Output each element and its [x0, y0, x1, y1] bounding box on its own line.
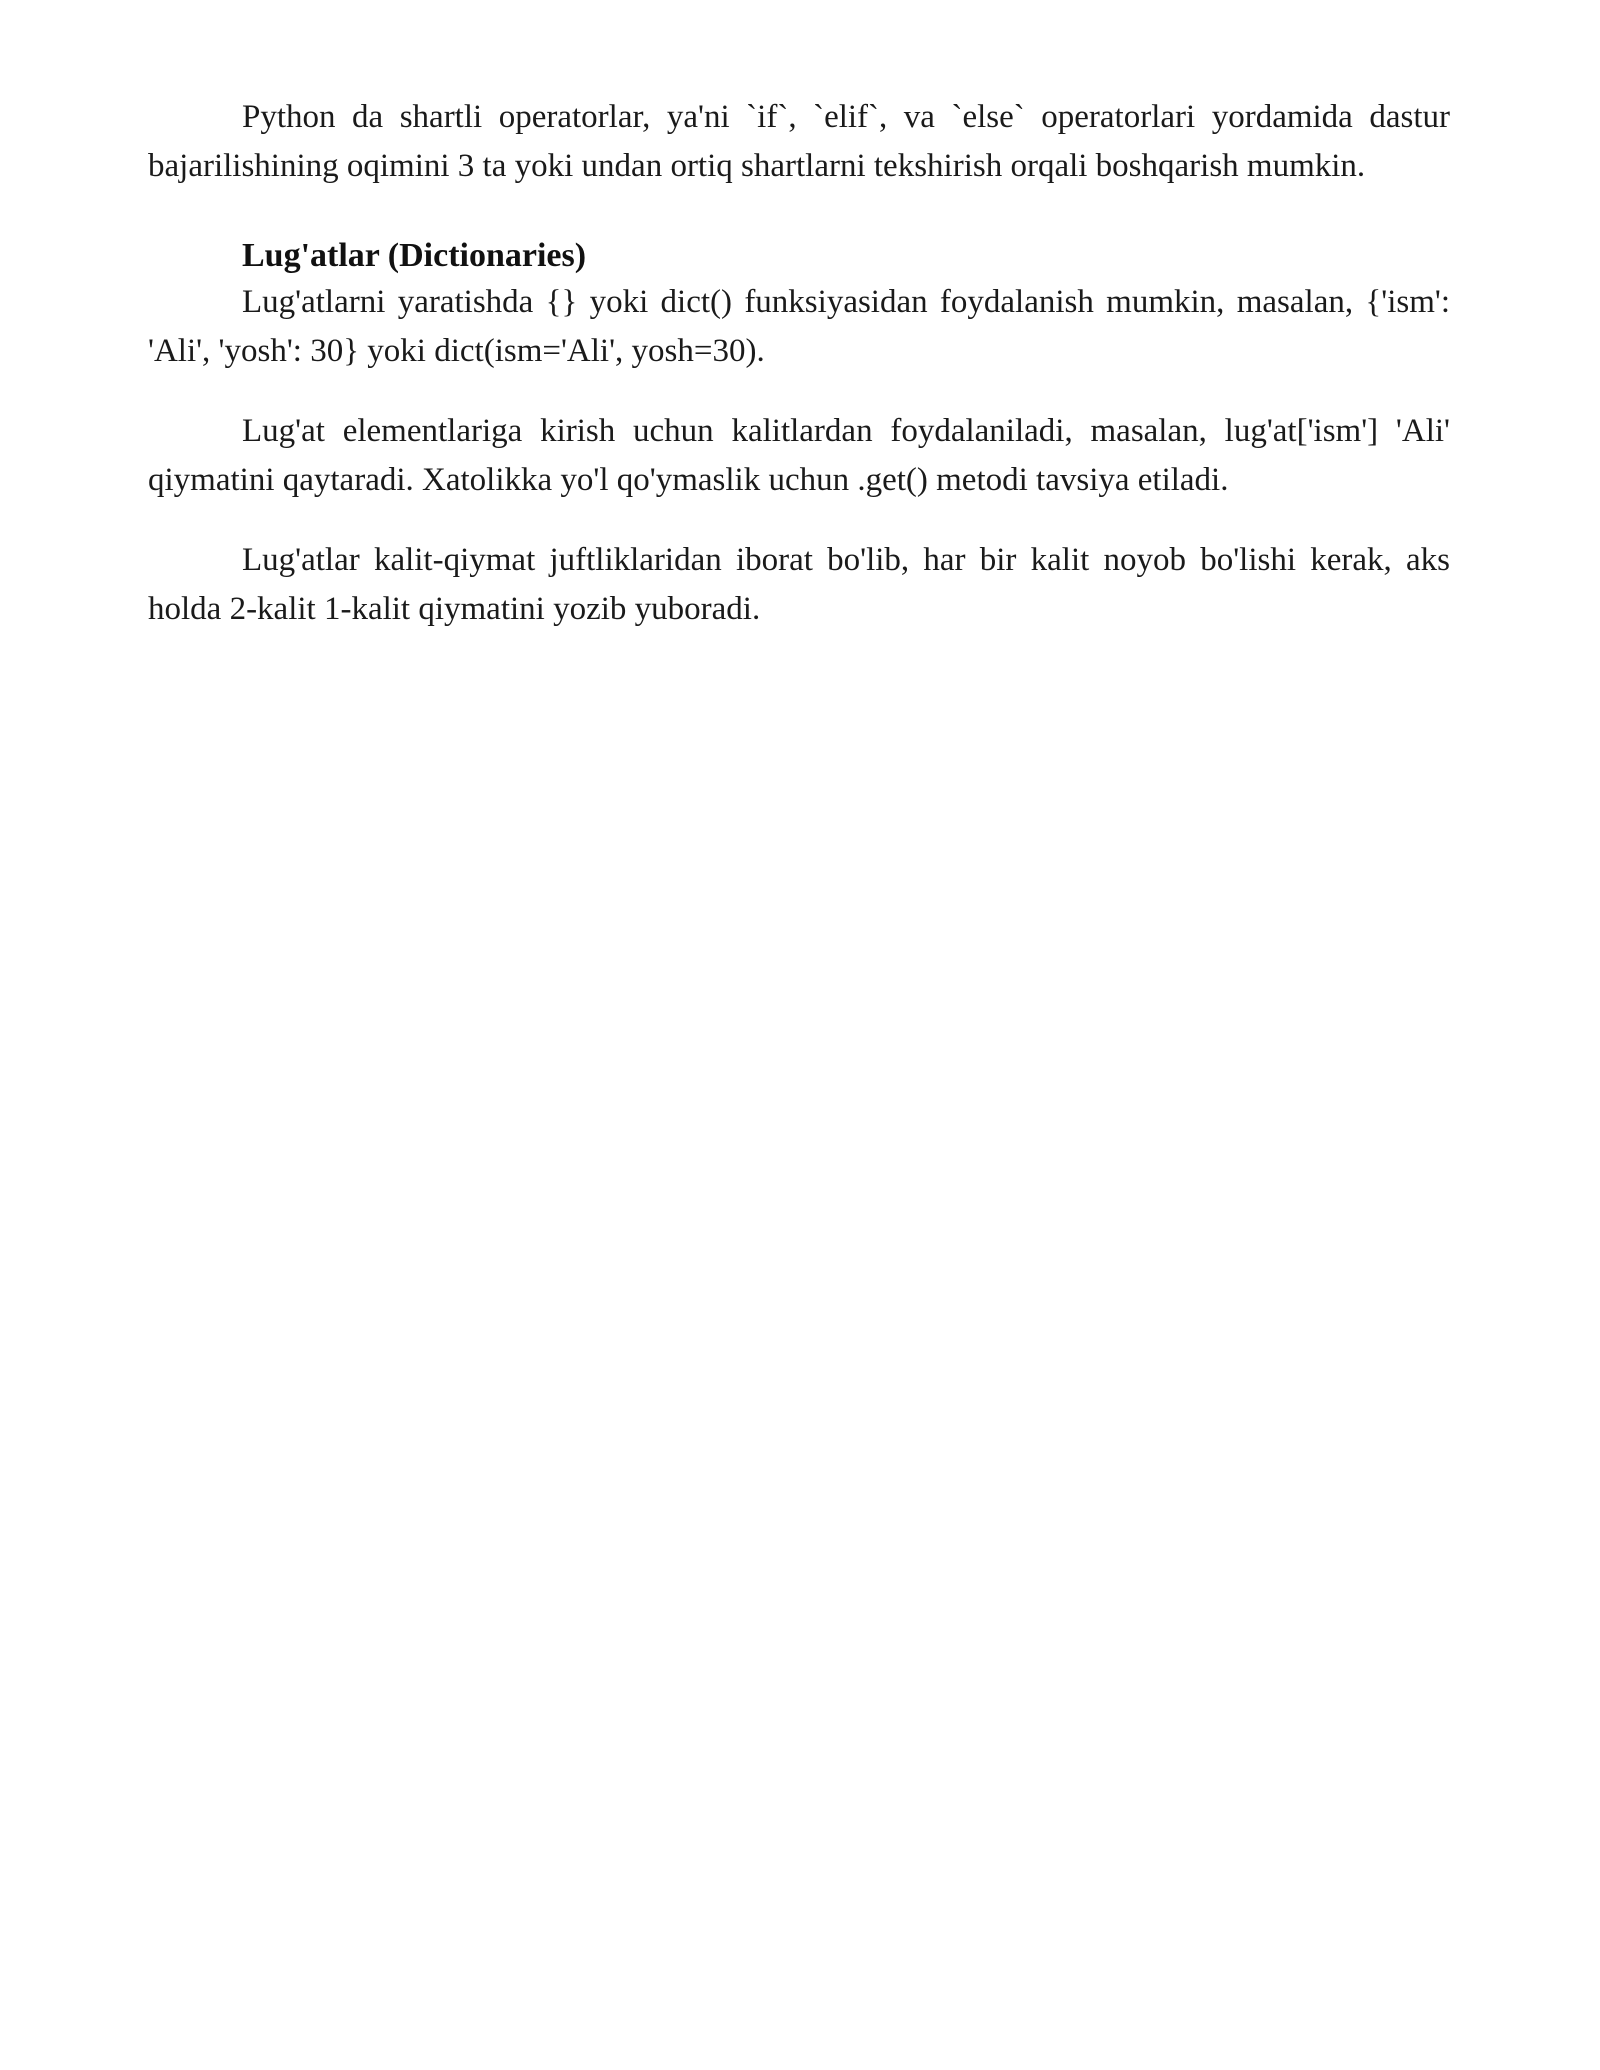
document-body [148, 93, 1450, 633]
paragraph-dictionary-keys: Lug'atlar kalit-qiymat juftliklaridan iborat bo'lib, har bir kalit noyob bo'lishi kerak, aks holda 2-kalit 1-kalit qiymatini yozib yuboradi. [148, 542, 1450, 627]
paragraph-conditional-operators: Python da shartli operatorlar, ya'ni `if`, `elif`, va `else` operatorlari yordamida dastur bajarilishining oqimini 3 ta yoki undan ortiq shartlarni tekshirish orqali boshqarish mumkin. [148, 99, 1450, 184]
paragraph-dictionary-access: Lug'at elementlariga kirish uchun kalitlardan foydalaniladi, masalan, lug'at['ism'] 'Ali' qiymatini qaytaradi. Xatolikka yo'l qo'ymaslik uchun .get() metodi tavsiya etiladi. [148, 413, 1450, 498]
section-heading-dictionaries: Lug'atlar (Dictionaries) [242, 237, 587, 274]
paragraph-dictionary-creation: Lug'atlarni yaratishda {} yoki dict() funksiyasidan foydalanish mumkin, masalan, {'ism': 'Ali', 'yosh': 30} yoki dict(ism='Ali', yosh=30). [148, 284, 1450, 369]
paragraph-spacer [148, 375, 1450, 407]
paragraph-spacer [148, 504, 1450, 536]
paragraph-spacer [148, 190, 1450, 234]
